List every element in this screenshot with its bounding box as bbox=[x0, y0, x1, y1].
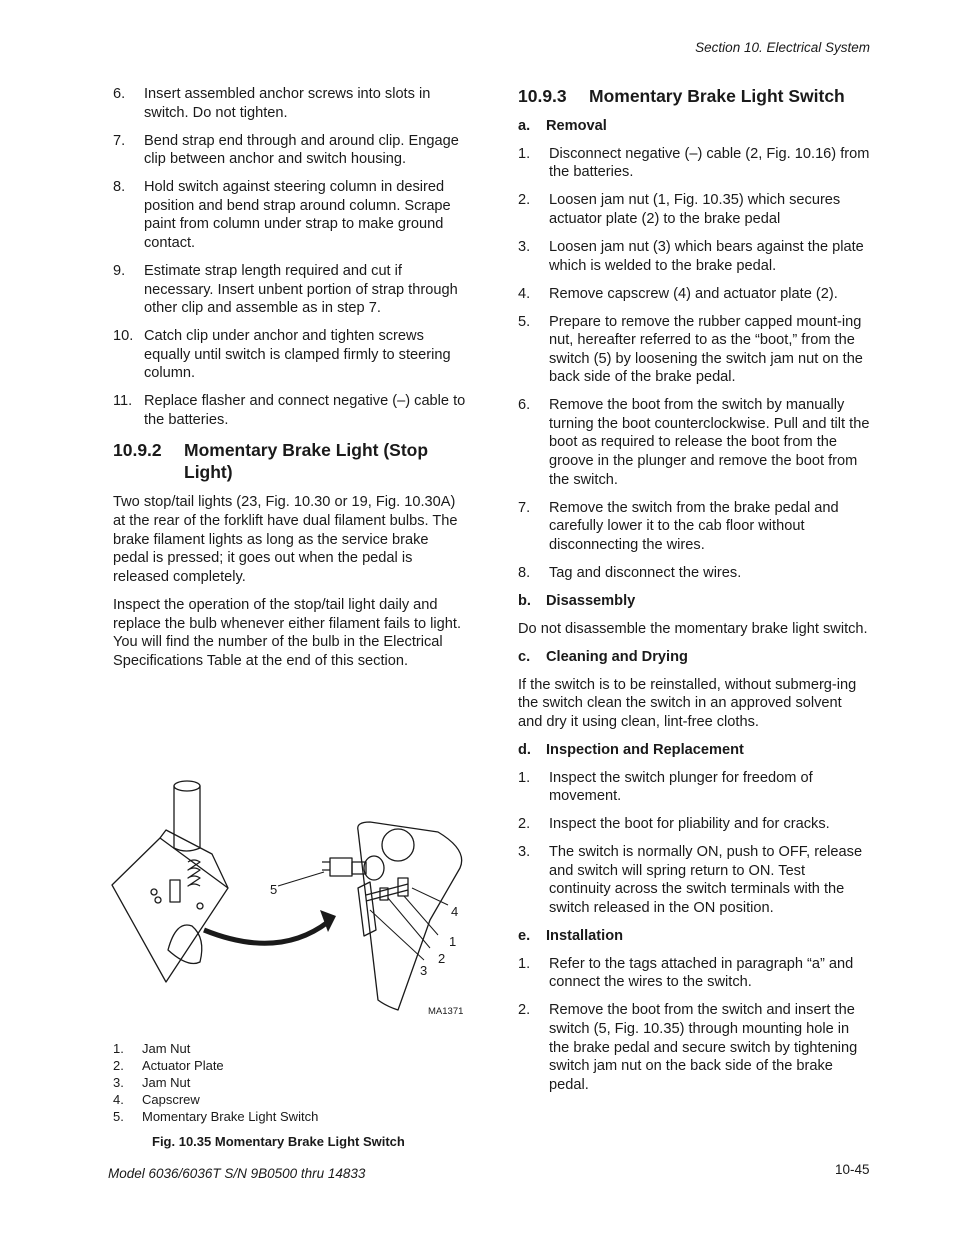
legend-item bbox=[113, 1108, 443, 1125]
step-text: Estimate strap length required and cut if necessary. Insert unbent portion of strap through other clip and assemble as in step 7. bbox=[144, 262, 458, 317]
bolt-head bbox=[197, 903, 203, 909]
section-title: Momentary Brake Light (Stop Light) bbox=[184, 440, 429, 483]
figure-caption: Fig. 10.35 Momentary Brake Light Switch bbox=[152, 1134, 405, 1149]
subheading-cleaning bbox=[518, 648, 870, 667]
step-text: Loosen jam nut (1, Fig. 10.35) which secures actuator plate (2) to the brake pedal bbox=[549, 192, 841, 227]
callout-4: 4 bbox=[451, 904, 459, 919]
bracket bbox=[170, 880, 180, 902]
step-number: 1. bbox=[518, 955, 531, 972]
callout-5: 5 bbox=[270, 882, 278, 897]
step-number: 1. bbox=[518, 769, 531, 786]
step-number: 2. bbox=[518, 192, 531, 209]
legend-item bbox=[113, 1057, 443, 1074]
switch-boot bbox=[364, 856, 384, 880]
step-number: 7. bbox=[518, 499, 531, 516]
legend-number: 2. bbox=[113, 1058, 124, 1073]
list-item bbox=[518, 564, 870, 583]
step-text: Loosen jam nut (3) which bears against the plate which is welded to the brake pedal. bbox=[549, 238, 864, 274]
step-number: 1. bbox=[518, 145, 531, 162]
step-text: Tag and disconnect the wires. bbox=[549, 564, 742, 581]
list-item bbox=[113, 262, 468, 318]
subheading-inspection bbox=[518, 741, 870, 760]
paragraph: If the switch is to be reinstalled, without submerg-ing the switch clean the switch in an approved solvent and dry it using clean, lint-free cloths. bbox=[518, 676, 857, 730]
leader-line-4 bbox=[412, 888, 448, 905]
legend-item bbox=[113, 1074, 443, 1091]
paragraph: Two stop/tail lights (23, Fig. 10.30 or 19, Fig. 10.30A) at the rear of the forklift have dual filament bulbs. The brake filament lights as long as the service brake pedal is pressed; it goes out when the pedal is released completely. bbox=[113, 494, 458, 585]
list-item bbox=[113, 132, 468, 169]
step-number: 8. bbox=[518, 564, 531, 581]
list-item bbox=[518, 191, 870, 228]
list-item bbox=[113, 178, 468, 252]
list-item bbox=[518, 769, 870, 806]
legend-number: 3. bbox=[113, 1075, 124, 1090]
page-number: 10-45 bbox=[835, 1162, 870, 1177]
step-number: 2. bbox=[518, 1002, 531, 1019]
subheading-title: Installation bbox=[546, 928, 624, 945]
step-text: Insert assembled anchor screws into slots in switch. Do not tighten. bbox=[144, 86, 431, 121]
paragraph: Inspect the operation of the stop/tail light daily and replace the bulb whenever either filament fails to light. You will find the number of the bulb in the Electrical Specifications Table at the end of this section. bbox=[113, 597, 462, 669]
legend-text: Jam Nut bbox=[142, 1075, 191, 1090]
step-number: 8. bbox=[113, 179, 126, 196]
step-text: Inspect the switch plunger for freedom of movement. bbox=[549, 769, 813, 805]
list-item bbox=[518, 313, 870, 387]
section-number: 10.9.2 bbox=[113, 440, 162, 461]
step-number: 3. bbox=[518, 238, 531, 255]
pedal-plate-left bbox=[112, 838, 228, 982]
bolt-head bbox=[151, 889, 157, 895]
subheading-letter: e. bbox=[518, 928, 531, 945]
section-heading-10-9-2 bbox=[113, 439, 468, 483]
step-text: Replace flasher and connect negative (–) cable to the batteries. bbox=[144, 393, 466, 428]
bolt-head bbox=[155, 897, 161, 903]
leader-line-2 bbox=[388, 898, 430, 948]
list-item bbox=[518, 955, 870, 992]
legend-text: Actuator Plate bbox=[142, 1058, 224, 1073]
step-number: 9. bbox=[113, 262, 126, 279]
subheading-letter: c. bbox=[518, 648, 531, 665]
step-text: The switch is normally ON, push to OFF, release and switch will spring return to ON. Test continuity across the switch terminals with the switch released in the ON position. bbox=[549, 844, 863, 917]
list-item bbox=[113, 392, 468, 429]
list-item bbox=[518, 1001, 870, 1094]
footer-model: Model 6036/6036T S/N 9B0500 thru 14833 bbox=[108, 1166, 366, 1181]
switch-body bbox=[330, 858, 352, 876]
list-item bbox=[518, 145, 870, 182]
callout-1: 1 bbox=[449, 934, 457, 949]
step-text: Disconnect negative (–) cable (2, Fig. 10.16) from the batteries. bbox=[549, 145, 870, 181]
removal-steps bbox=[518, 145, 870, 583]
left-step-list bbox=[113, 85, 468, 429]
step-text: Prepare to remove the rubber capped mount-ing nut, hereafter referred to as the “boot,” from the switch (5) by loosening the switch jam nut on the back side of the brake pedal. bbox=[549, 313, 863, 386]
legend-item bbox=[113, 1040, 443, 1057]
legend-number: 4. bbox=[113, 1092, 124, 1107]
list-item bbox=[518, 396, 870, 489]
subheading-title: Disassembly bbox=[546, 592, 636, 609]
right-column bbox=[518, 85, 870, 1104]
list-item bbox=[518, 499, 870, 555]
leader-line-3 bbox=[370, 910, 424, 960]
step-text: Hold switch against steering column in desired position and bend strap around column. Scrape paint from column under strap to make ground contact. bbox=[144, 179, 451, 251]
list-item bbox=[113, 85, 468, 122]
step-text: Remove the boot from the switch and insert the switch (5, Fig. 10.35) through mounting hole in the brake pedal and secure switch by tightening switch jam nut on the back side of the brake pedal. bbox=[549, 1002, 858, 1093]
step-number: 11. bbox=[113, 393, 133, 410]
list-item bbox=[518, 843, 870, 917]
pedal-edge bbox=[160, 830, 228, 888]
section-number: 10.9.3 bbox=[518, 86, 567, 106]
legend-text: Jam Nut bbox=[142, 1041, 191, 1056]
subheading-disassembly bbox=[518, 592, 870, 611]
spring-coil bbox=[188, 860, 200, 886]
list-item bbox=[518, 238, 870, 275]
subheading-title: Inspection and Replacement bbox=[546, 741, 744, 758]
list-item bbox=[518, 285, 870, 304]
figure-id: MA1371 bbox=[428, 1006, 464, 1017]
step-number: 10. bbox=[113, 328, 134, 345]
list-item bbox=[113, 327, 468, 383]
pedal-bracket-right bbox=[358, 822, 462, 1010]
list-item bbox=[518, 815, 870, 834]
capscrew-head bbox=[398, 878, 408, 896]
pedal-pad bbox=[168, 925, 202, 964]
switch-terminals bbox=[322, 862, 330, 870]
step-text: Refer to the tags attached in paragraph “a” and connect the wires to the switch. bbox=[549, 955, 854, 991]
legend-text: Momentary Brake Light Switch bbox=[142, 1109, 319, 1124]
subheading-title: Cleaning and Drying bbox=[546, 648, 688, 665]
running-header: Section 10. Electrical System bbox=[695, 40, 870, 55]
step-number: 7. bbox=[113, 132, 126, 149]
legend-number: 5. bbox=[113, 1109, 124, 1124]
step-text: Remove capscrew (4) and actuator plate (2). bbox=[549, 285, 838, 302]
subheading-letter: b. bbox=[518, 592, 531, 609]
inspection-steps bbox=[518, 769, 870, 918]
step-text: Inspect the boot for pliability and for cracks. bbox=[549, 816, 830, 833]
pedal-hole bbox=[382, 829, 414, 861]
subheading-title: Removal bbox=[546, 118, 607, 134]
callout-3: 3 bbox=[420, 963, 428, 978]
curved-arrow bbox=[204, 922, 328, 943]
section-title: Momentary Brake Light Switch bbox=[589, 86, 845, 106]
subheading-installation bbox=[518, 927, 870, 946]
subheading-letter: d. bbox=[518, 741, 531, 758]
subheading-removal bbox=[518, 117, 870, 136]
subheading-letter: a. bbox=[518, 118, 531, 134]
step-text: Remove the switch from the brake pedal and carefully lower it to the cab floor without disconnecting the wires. bbox=[549, 499, 839, 553]
step-number: 6. bbox=[113, 86, 126, 102]
step-number: 2. bbox=[518, 816, 531, 833]
paragraph: Do not disassemble the momentary brake light switch. bbox=[518, 620, 868, 637]
column-top bbox=[174, 781, 200, 791]
legend-number: 1. bbox=[113, 1041, 124, 1056]
legend-text: Capscrew bbox=[142, 1092, 200, 1107]
legend-item bbox=[113, 1091, 443, 1108]
figure-legend bbox=[113, 1040, 443, 1125]
step-number: 6. bbox=[518, 397, 531, 414]
leader-line-5 bbox=[278, 872, 324, 886]
callout-2: 2 bbox=[438, 951, 446, 966]
step-number: 5. bbox=[518, 313, 531, 330]
installation-steps bbox=[518, 955, 870, 1095]
brake-switch-illustration bbox=[108, 770, 473, 1025]
step-text: Catch clip under anchor and tighten screws equally until switch is clamped firmly to steering column. bbox=[144, 328, 451, 382]
step-text: Bend strap end through and around clip. Engage clip between anchor and switch housing. bbox=[144, 132, 459, 168]
section-heading-10-9-3 bbox=[518, 85, 870, 107]
step-number: 4. bbox=[518, 285, 531, 302]
step-text: Remove the boot from the switch by manually turning the boot counterclockwise. Pull and tilt the boot as required to release the boot from the groove in the plunger and remove the boot from the switch. bbox=[549, 397, 870, 488]
left-column bbox=[113, 85, 468, 680]
step-number: 3. bbox=[518, 844, 531, 861]
